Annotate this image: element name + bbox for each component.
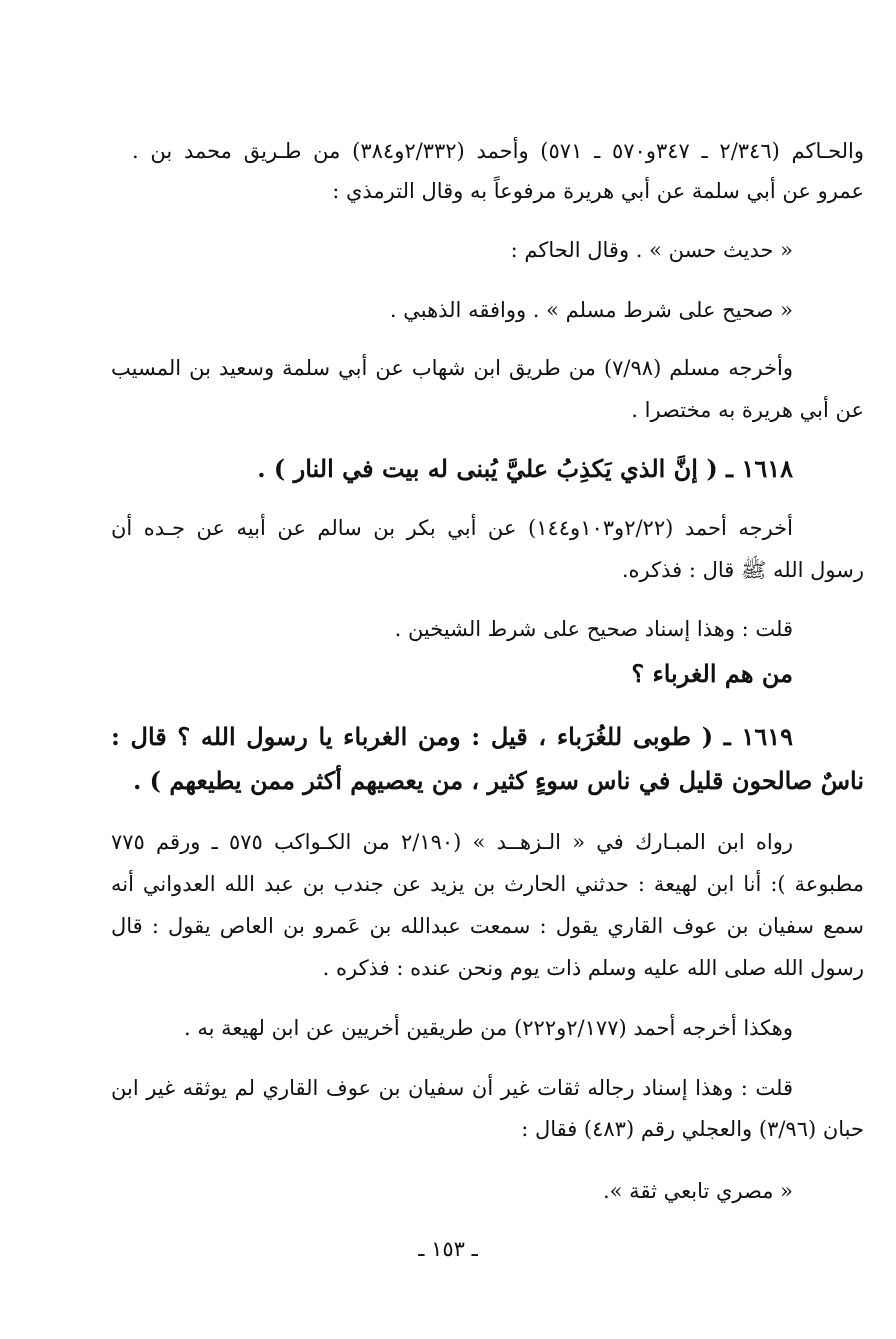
text-line: حبان (٣/٩٦) والعجلي رقم (٤٨٣) فقال : (521, 1117, 864, 1141)
text-line: قلت : وهذا إسناد صحيح على شرط الشيخين . (394, 617, 793, 641)
text-line: رسول الله ﷺ قال : فذكره. (621, 558, 864, 582)
hadith-heading: ناسٌ صالحون قليل في ناس سوءٍ كثير ، من يعصيهم أكثر ممن يطيعهم ) . (132, 766, 864, 795)
quote-line: « حديث حسن » . وقال الحاكم : (510, 238, 793, 262)
text-line: والحـاكم (٢/٣٤٦ ـ ٣٤٧و٥٧٠ ـ ٥٧١) وأحمد (٢/٣٣٢و٣٨٤) من طـريق محمد بن . (132, 139, 864, 163)
text-line: رواه ابن المبـارك في « الـزهــد » (٢/١٩٠ من الكـواكب ٥٧٥ ـ ورقم ٧٧٥ (111, 830, 793, 854)
text-line: رسول الله صلى الله عليه وسلم ذات يوم ونحن عنده : فذكره . (322, 956, 864, 980)
hadith-heading: ١٦١٩ ـ ( طوبى للغُرَباء ، قيل : ومن الغرباء يا رسول الله ؟ قال : (111, 722, 793, 751)
text-line: وأخرجه مسلم (٧/٩٨) من طريق ابن شهاب عن أبي سلمة وسعيد بن المسيب (111, 356, 794, 380)
text-line: سمع سفيان بن عوف القاري يقول : سمعت عبدالله بن عَمرو بن العاص يقول : قال (111, 914, 864, 938)
text-line: مطبوعة ): أنا ابن لهيعة : حدثني الحارث بن يزيد عن جندب بن عبد الله العدواني أنه (111, 872, 864, 896)
page-number: ـ ١٥٣ ـ (418, 1237, 478, 1261)
quote-line: « مصري تابعي ثقة ». (602, 1179, 793, 1203)
quote-line: « صحيح على شرط مسلم » . ووافقه الذهبي . (389, 298, 793, 322)
text-line: وهكذا أخرجه أحمد (٢/١٧٧و٢٢٢) من طريقين أخريين عن ابن لهيعة به . (184, 1016, 793, 1040)
text-line: أخرجه أحمد (٢/٢٢و١٠٣و١٤٤) عن أبي بكر بن سالم عن أبيه عن جـده أن (111, 516, 793, 540)
text-line: عمرو عن أبي سلمة عن أبي هريرة مرفوعاً به وقال الترمذي : (332, 179, 864, 203)
hadith-heading: ١٦١٨ ـ ( إنَّ الذي يَكذِبُ عليَّ يُبنى له بيت في النار ) . (257, 454, 793, 483)
text-line: عن أبي هريرة به مختصرا . (631, 398, 864, 422)
text-line: قلت : وهذا إسناد رجاله ثقات غير أن سفيان بن عوف القاري لم يوثقه غير ابن (111, 1076, 793, 1100)
section-heading: من هم الغرباء ؟ (631, 659, 793, 688)
